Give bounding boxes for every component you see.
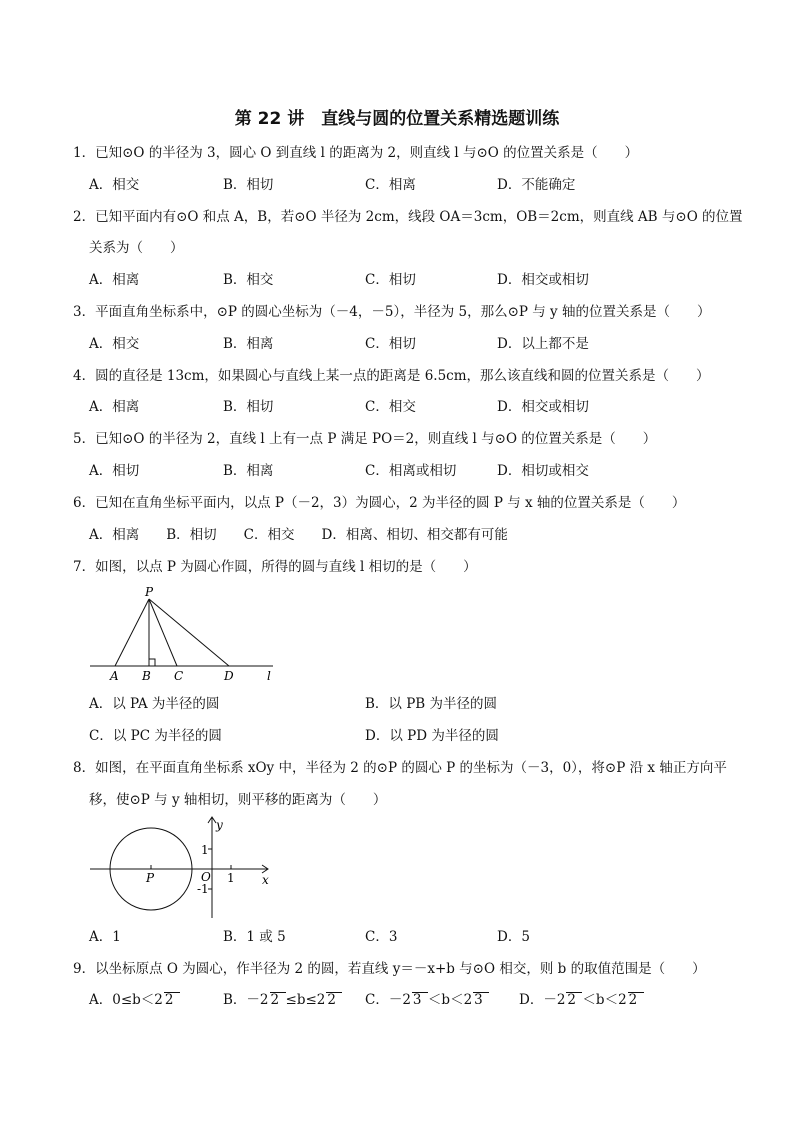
q9-option-a: [89, 990, 180, 1010]
q7-option-c: C．以 PC 为半径的圆: [89, 728, 222, 744]
q2-option-b: B．相交: [223, 272, 274, 288]
q8-label-o: O: [201, 870, 211, 884]
q5-option-a: A．相切: [89, 463, 140, 479]
q6-options: A．相离 B．相切 C．相交 D．相离、相切、相交都有可能: [89, 527, 508, 543]
q7-option-a: A．以 PA 为半径的圆: [89, 696, 220, 712]
q7-label-a: A: [110, 669, 119, 683]
q5-option-b: B．相离: [223, 463, 274, 479]
q9-option-b: [223, 990, 342, 1010]
sqrt-symbol: 2: [566, 992, 582, 1007]
sqrt-symbol: 2: [326, 992, 342, 1007]
q7-label-l: l: [267, 669, 271, 683]
q9-option-c-mid: ＜b＜2: [427, 992, 473, 1008]
question-2-stem: 2．已知平面内有⊙O 和点 A，B，若⊙O 半径为 2cm，线段 OA＝3cm，OB＝2cm，则直线 AB 与⊙O 的位置: [73, 209, 743, 225]
q7-option-b: B．以 PB 为半径的圆: [365, 696, 498, 712]
q8-label-y-1: 1: [201, 843, 209, 857]
q8-option-a: A．1: [89, 929, 121, 945]
sqrt-symbol: 2: [164, 992, 180, 1007]
question-8-stem: 8．如图，在平面直角坐标系 xOy 中，半径为 2 的⊙P 的圆心 P 的坐标为（－3，0），将⊙P 沿 x 轴正方向平: [73, 760, 727, 776]
q7-label-b: B: [142, 669, 151, 683]
q2-option-a: A．相离: [89, 272, 140, 288]
q1-option-a: A．相交: [89, 177, 140, 193]
page-title: 第 22 讲 直线与圆的位置关系精选题训练: [234, 109, 560, 129]
question-8-stem-cont: 移，使⊙P 与 y 轴相切，则平移的距离为（ ）: [89, 792, 387, 808]
q9-option-d-mid: ＜b＜2: [582, 992, 627, 1008]
q8-option-d: D．5: [497, 929, 530, 945]
q4-option-d: D．相交或相切: [497, 399, 589, 415]
question-7-stem: 7．如图，以点 P 为圆心作圆，所得的圆与直线 l 相切的是（ ）: [73, 559, 477, 575]
q8-label-y-neg1: -1: [197, 882, 209, 896]
q9-option-c: [365, 990, 489, 1010]
q4-option-a: A．相离: [89, 399, 140, 415]
q2-option-d: D．相交或相切: [497, 272, 589, 288]
q3-option-b: B．相离: [223, 336, 274, 352]
q7-figure: [85, 585, 285, 685]
question-6-stem: 6．已知在直角坐标平面内，以点 P（－2，3）为圆心，2 为半径的圆 P 与 x 轴的位置关系是（ ）: [73, 495, 686, 511]
q8-option-b: B．1 或 5: [223, 929, 286, 945]
q5-option-c: C．相离或相切: [365, 463, 457, 479]
question-5-stem: 5．已知⊙O 的半径为 2，直线 l 上有一点 P 满足 PO＝2，则直线 l 与⊙O 的位置关系是（ ）: [73, 431, 657, 447]
question-9-stem: 9．以坐标原点 O 为圆心，作半径为 2 的圆，若直线 y＝－x+b 与⊙O 相交，则 b 的取值范围是（ ）: [73, 961, 706, 977]
q1-option-d: D．不能确定: [497, 177, 576, 193]
q3-option-d: D．以上都不是: [497, 336, 589, 352]
q1-option-c: C．相离: [365, 177, 416, 193]
q4-option-c: C．相交: [365, 399, 416, 415]
question-1-stem: 1．已知⊙O 的半径为 3，圆心 O 到直线 l 的距离为 2，则直线 l 与⊙O 的位置关系是（ ）: [73, 145, 639, 161]
sqrt-symbol: 3: [473, 992, 489, 1007]
q2-option-c: C．相切: [365, 272, 416, 288]
q7-option-d: D．以 PD 为半径的圆: [365, 728, 499, 744]
q9-option-a-text: A．0≤b＜2: [89, 992, 163, 1008]
question-3-stem: 3．平面直角坐标系中，⊙P 的圆心坐标为（－4，－5），半径为 5，那么⊙P 与 y 轴的位置关系是（ ）: [73, 304, 711, 320]
sqrt-symbol: 3: [412, 992, 428, 1007]
q4-option-b: B．相切: [223, 399, 274, 415]
q9-option-d: [519, 990, 644, 1010]
q8-label-x-1: 1: [227, 871, 235, 885]
q9-option-c-text: C．－2: [365, 992, 411, 1008]
q8-figure: [85, 812, 280, 927]
q9-option-b-text: B．－2: [223, 992, 269, 1008]
sqrt-symbol: 2: [270, 992, 286, 1007]
q8-option-c: C．3: [365, 929, 398, 945]
q5-option-d: D．相切或相交: [497, 463, 589, 479]
q9-option-d-text: D．－2: [519, 992, 566, 1008]
q3-option-c: C．相切: [365, 336, 416, 352]
q7-label-p: P: [145, 585, 154, 599]
q8-label-p: P: [146, 871, 155, 885]
q8-label-x: x: [262, 873, 269, 887]
q9-option-b-mid: ≤b≤2: [285, 992, 326, 1008]
q3-option-a: A．相交: [89, 336, 140, 352]
q7-label-c: C: [174, 669, 184, 683]
question-4-stem: 4．圆的直径是 13cm，如果圆心与直线上某一点的距离是 6.5cm，那么该直线和圆的位置关系是（ ）: [73, 368, 710, 384]
q1-option-b: B．相切: [223, 177, 274, 193]
sqrt-symbol: 2: [628, 992, 644, 1007]
question-2-stem-cont: 关系为（ ）: [89, 240, 184, 256]
q8-label-y: y: [216, 818, 223, 832]
q7-label-d: D: [224, 669, 234, 683]
